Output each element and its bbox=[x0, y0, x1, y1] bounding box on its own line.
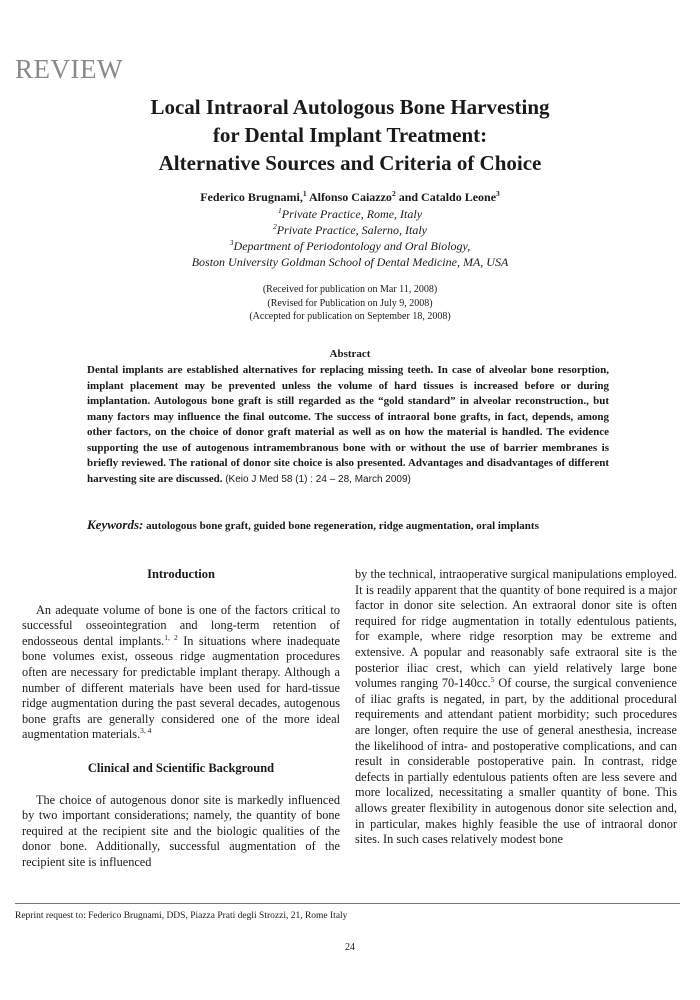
footer-divider bbox=[15, 903, 680, 904]
author-name: Alfonso Caiazzo bbox=[308, 190, 392, 204]
section-tag: REVIEW bbox=[15, 54, 123, 84]
accepted-date: (Accepted for publication on September 18, 2008) bbox=[249, 311, 451, 322]
paragraph bbox=[22, 793, 340, 871]
page-number: 24 bbox=[345, 942, 355, 953]
author-name: Federico Brugnami, bbox=[200, 190, 303, 204]
author-affiliation-marker: 1 bbox=[302, 189, 307, 198]
author-affiliation-marker: 3 bbox=[496, 189, 500, 198]
affiliation-line bbox=[0, 254, 700, 270]
keywords-text: autologous bone graft, guided bone regeneration, ridge augmentation, oral implants bbox=[146, 520, 539, 532]
title-line: for Dental Implant Treatment: bbox=[212, 123, 488, 147]
section-heading-background: Clinical and Scientific Background bbox=[87, 760, 275, 775]
affiliation-text: Department of Periodontology and Oral Biology, bbox=[233, 239, 471, 253]
affiliation-marker: 1 bbox=[277, 206, 282, 215]
abstract-text: Dental implants are established alternatives for replacing missing teeth. In case of alveolar bone resorption, implant placement may be prevented unless the volume of hard tissues is increased before or during implantation. Autologous bone graft is still regarded as the “gold standard” in alveolar reconstruction., but many factors may influence the final outcome. The success of intraoral bone grafts, in fact, depends, among other factors, on the choice of donor graft material as well as on how the material is handled. The evidence supporting the use of autogenous intramembranous bone with or without the use of barrier membranes is briefly reviewed. The rational of donor site choice is also presented. Advantages and disadvantages of different harvesting site are discussed. bbox=[87, 364, 609, 485]
keywords-separator: : bbox=[139, 517, 144, 532]
paragraph bbox=[22, 603, 340, 743]
keywords-label: Keywords bbox=[87, 517, 139, 532]
affiliation-marker: 2 bbox=[272, 222, 277, 231]
keywords bbox=[87, 517, 627, 534]
affiliation-text: Private Practice, Rome, Italy bbox=[281, 207, 423, 221]
author-affiliation-marker: 2 bbox=[391, 189, 396, 198]
author-joiner: and bbox=[398, 190, 419, 204]
affiliation-line bbox=[0, 222, 700, 238]
affiliation-line bbox=[0, 206, 700, 222]
citation-marker: 3, 4 bbox=[140, 726, 152, 736]
abstract-heading: Abstract bbox=[329, 348, 371, 360]
paragraph-text: In situations where inadequate bone volumes exist, osseous ridge augmentation procedures often are necessary for predictable implant therapy. Although a number of different materials have been used for hard-tissue ridge augmentation during the past several decades, autogenous bone grafts are generally considered one of the more ideal augmentation materials. bbox=[22, 633, 341, 742]
author-name: Cataldo Leone bbox=[421, 190, 497, 204]
paragraph-text: by the technical, intraoperative surgical manipulations employed. It is readily apparent that the quantity of bone required is a major factor in donor site selection. An extraoral donor site is often required for ridge augmentation in totally edentulous patients, for example, where ridge resorption may be extreme and extensive. A popular and reasonably safe extraoral site is the posterior iliac crest, which can yield relatively large bone volumes ranging 70-140cc. bbox=[355, 567, 677, 691]
reprint-request: Reprint request to: Federico Brugnami, DDS, Piazza Prati degli Strozzi, 21, Rome Italy bbox=[15, 911, 348, 921]
citation-marker: 1, 2 bbox=[164, 632, 178, 642]
revised-date: (Revised for Publication on July 9, 2008) bbox=[267, 297, 433, 309]
article-title bbox=[0, 93, 700, 177]
title-line: Local Intraoral Autologous Bone Harvesting bbox=[150, 95, 550, 119]
affiliation-line bbox=[0, 238, 700, 254]
paragraph-text: Of course, the surgical convenience of iliac grafts is negated, in part, by the additional procedural requirements and attendant patient morbidity; such procedures are longer, often require the use of general anesthesia, increase the likelihood of intra- and postoperative complications, and can result in considerable postoperative pain. In contrast, ridge defects in partially edentulous patients often are less severe and more localized, necessitating a smaller quantity of bone. This allows greater flexibility in autogenous donor site selection and, in particular, makes highly feasible the use of intraoral donor sites. In such cases relatively modest bone bbox=[355, 676, 677, 847]
affiliation-list bbox=[0, 206, 700, 270]
publication-dates bbox=[0, 283, 700, 324]
paragraph-text: An adequate volume of bone is one of the factors critical to successful osseointegration and long-term retention of endosseous dental implants. bbox=[22, 602, 340, 648]
affiliation-text: Boston University Goldman School of Dental Medicine, MA, USA bbox=[191, 255, 509, 269]
right-column bbox=[355, 567, 677, 848]
author-list bbox=[0, 189, 700, 206]
received-date: (Received for publication on Mar 11, 2008) bbox=[262, 284, 438, 295]
section-heading-introduction: Introduction bbox=[147, 567, 215, 581]
left-column bbox=[22, 567, 340, 871]
abstract-body bbox=[87, 363, 609, 487]
title-line: Alternative Sources and Criteria of Choice bbox=[158, 151, 542, 175]
affiliation-marker: 3 bbox=[229, 238, 234, 247]
affiliation-text: Private Practice, Salerno, Italy bbox=[276, 223, 428, 237]
citation-marker: 5 bbox=[490, 675, 495, 685]
paragraph bbox=[355, 567, 677, 848]
paragraph-text: The choice of autogenous donor site is markedly influenced by two important considerations; namely, the quantity of bone required at the recipient site and the biologic qualities of the donor bone. Additionally, successful augmentation of the recipient site is influenced bbox=[22, 792, 340, 869]
journal-citation: (Keio J Med 58 (1) : 24 – 28, March 2009) bbox=[225, 473, 411, 485]
